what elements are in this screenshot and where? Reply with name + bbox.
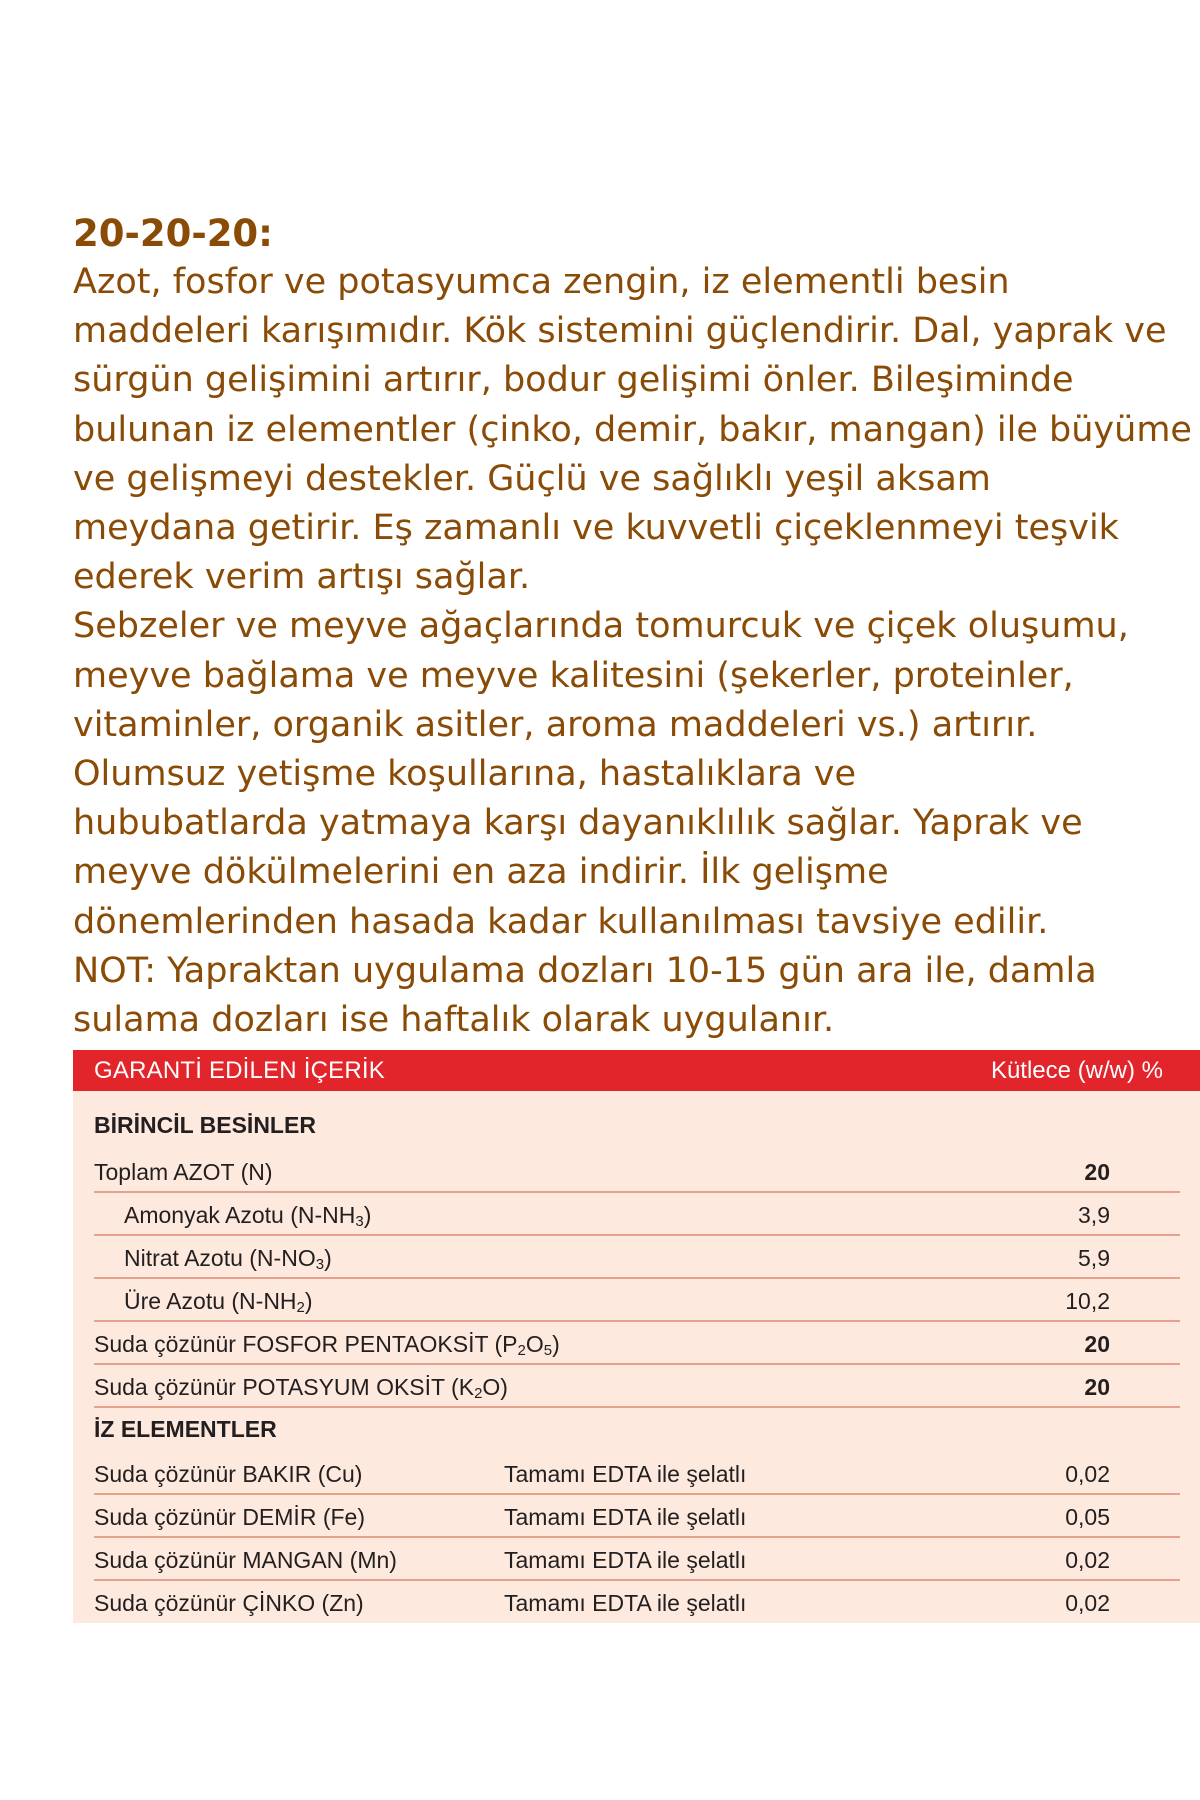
description-paragraph (73, 258, 1192, 1045)
row-label: Suda çözünür FOSFOR PENTAOKSİT $(P_2O_5)$ (94, 1331, 560, 1359)
description-line: vitaminler, organik asitler, aroma maddeleri vs.) artırır. (73, 704, 1038, 745)
row-label: Suda çözünür POTASYUM OKSİT $(K_2O)$ (94, 1374, 508, 1402)
table-header-unit: Kütlece (w/w) % (990, 1057, 1163, 1084)
table-row (94, 1368, 1180, 1408)
description-line: meyve bağlama ve meyve kalitesini (şekerler, proteinler, (73, 655, 1074, 696)
description-line: ederek verim artışı sağlar. (73, 557, 531, 598)
section-trace-elements: İZ ELEMENTLER (94, 1416, 277, 1442)
row-label: Suda çözünür MANGAN (Mn) (94, 1547, 397, 1573)
table-row (94, 1325, 1180, 1365)
table-row (94, 1584, 1180, 1622)
description-line: Sebzeler ve meyve ağaçlarında tomurcuk ve çiçek oluşumu, (73, 606, 1129, 647)
row-label: Nitrat Azotu $(N-NO_3)$ (124, 1245, 332, 1273)
description-line: meydana getirir. Eş zamanlı ve kuvvetli çiçeklenmeyi teşvik (73, 508, 1119, 549)
row-value: 10,2 (1065, 1288, 1110, 1314)
row-label: Üre Azotu $(N-NH_2)$ (124, 1288, 313, 1316)
table-header (73, 1050, 1200, 1091)
section-primary-nutrients: BİRİNCİL BESİNLER (94, 1112, 316, 1138)
row-value: 20 (1084, 1331, 1110, 1357)
row-value: 0,02 (1065, 1461, 1110, 1487)
row-label: Amonyak Azotu $(N-NH_3)$ (124, 1202, 372, 1230)
description-line: sürgün gelişimini artırır, bodur gelişimi önler. Bileşiminde (73, 360, 1074, 401)
row-value: 0,05 (1065, 1504, 1110, 1530)
note-line: NOT: Yapraktan uygulama dozları 10-15 gün ara ile, damla (73, 950, 1097, 991)
row-label: Suda çözünür BAKIR (Cu) (94, 1461, 363, 1487)
description-line: ve gelişmeyi destekler. Güçlü ve sağlıklı yeşil aksam (73, 458, 991, 499)
product-title: 20-20-20: (73, 212, 273, 255)
row-value: 3,9 (1078, 1202, 1110, 1228)
table-row (94, 1498, 1180, 1538)
description-line: maddeleri karışımıdır. Kök sistemini güçlendirir. Dal, yaprak ve (73, 311, 1167, 352)
row-note: Tamamı EDTA ile şelatlı (504, 1461, 747, 1487)
row-value: 20 (1084, 1374, 1110, 1400)
table-row (94, 1196, 1180, 1236)
row-label: Toplam AZOT (N) (94, 1159, 273, 1185)
table-header-title: GARANTİ EDİLEN İÇERİK (94, 1057, 385, 1084)
product-description (73, 210, 1192, 1045)
row-note: Tamamı EDTA ile şelatlı (504, 1504, 747, 1530)
guaranteed-content-table (73, 1050, 1200, 1623)
table-row (94, 1153, 1180, 1193)
row-label: Suda çözünür ÇİNKO (Zn) (94, 1590, 364, 1616)
row-value: 5,9 (1078, 1245, 1110, 1271)
row-note: Tamamı EDTA ile şelatlı (504, 1590, 747, 1616)
table-row (94, 1239, 1180, 1279)
row-note: Tamamı EDTA ile şelatlı (504, 1547, 747, 1573)
note-line: sulama dozları ise haftalık olarak uygulanır. (73, 1000, 835, 1041)
description-line: hububatlarda yatmaya karşı dayanıklılık sağlar. Yaprak ve (73, 803, 1083, 844)
description-line: bulunan iz elementler (çinko, demir, bakır, mangan) ile büyüme (73, 409, 1192, 450)
description-line: Olumsuz yetişme koşullarına, hastalıklara ve (73, 754, 857, 795)
table-row (94, 1282, 1180, 1322)
row-label: Suda çözünür DEMİR (Fe) (94, 1504, 365, 1530)
row-value: 20 (1084, 1159, 1110, 1185)
table-row (94, 1541, 1180, 1581)
description-line: Azot, fosfor ve potasyumca zengin, iz elementli besin (73, 262, 1010, 302)
table-row (94, 1455, 1180, 1495)
row-value: 0,02 (1065, 1547, 1110, 1573)
row-value: 0,02 (1065, 1590, 1110, 1616)
description-line: meyve dökülmelerini en aza indirir. İlk gelişme (73, 852, 889, 893)
description-line: dönemlerinden hasada kadar kullanılması tavsiye edilir. (73, 901, 1049, 942)
